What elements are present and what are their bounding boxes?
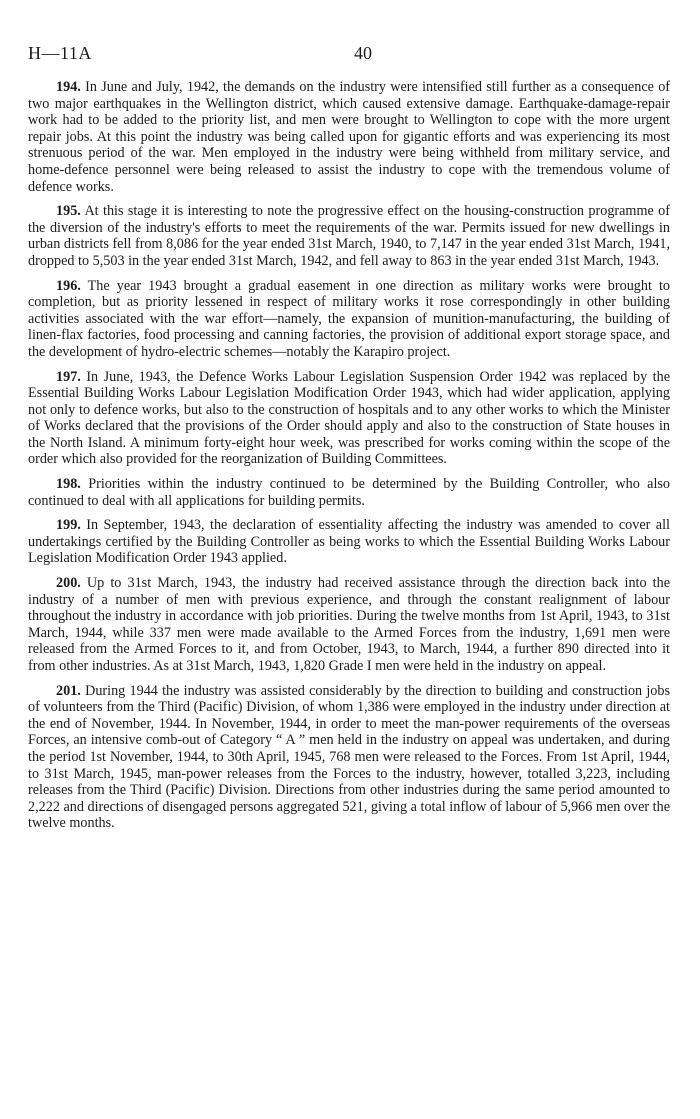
paragraph-number: 196. bbox=[56, 277, 81, 294]
paragraph-200 bbox=[28, 575, 670, 675]
document-reference: H—11A bbox=[28, 43, 92, 63]
paragraph-number: 201. bbox=[56, 682, 81, 699]
paragraph-number: 198. bbox=[56, 476, 81, 493]
paragraph-text: The year 1943 brought a gradual easement in one direction as military works were brought to completion, but as priority lessened in respect of military works it rose correspondingly in other building activities associated with the war effort—namely, the expansion of munition-manufacturing, the building of linen-flax factories, food processing and canning factories, the provision of additional export storage space, and the development of hydro-electric schemes—notably the Karapiro project. bbox=[28, 277, 670, 360]
paragraph-196 bbox=[28, 278, 670, 361]
paragraph-197 bbox=[28, 369, 670, 469]
page-number: 40 bbox=[354, 43, 372, 63]
paragraph-text: Up to 31st March, 1943, the industry had received assistance through the direction back into the industry of a number of men with previous experience, and through the constant realignment of labour throughout the industry in accordance with job priorities. During the twelve months from 1st April, 1943, to 31st March, 1944, while 337 men were made available to the Armed Forces from the industry, 1,691 men were released from the Armed Forces to it, and from October, 1943, to March, 1944, a further 890 directed into it from other industries. As at 31st March, 1943, 1,820 Grade I men were held in the industry on appeal. bbox=[28, 575, 670, 674]
paragraph-number: 197. bbox=[56, 368, 81, 385]
paragraph-text: In June and July, 1942, the demands on the industry were intensified still further as a consequence of two major earthquakes in the Wellington district, which caused extensive damage. Earthquake-damage-repair work had to be added to the priority list, and men were brought to Wellington to cope with the more urgent repair jobs. At this point the industry was being called upon for gigantic efforts and was experiencing its most strenuous period of the war. Men employed in the industry were being withheld from military service, and home-defence personnel were being released to assist the industry to cope with the tremendous volume of defence works. bbox=[28, 79, 671, 195]
paragraph-text: In June, 1943, the Defence Works Labour Legislation Suspension Order 1942 was replaced by the Essential Building Works Labour Legislation Modification Order 1943, which had wider application, applying not only to defence works, but also to the construction of hospitals and to any other works to which the Minister of Works declared that the provisions of the Order should apply and also to the construction of State houses in the North Island. A minimum forty-eight hour week, was prescribed for works coming within the scope of the order which also provided for the reorganization of Building Committees. bbox=[28, 368, 671, 468]
paragraph-199 bbox=[28, 517, 670, 567]
paragraph-number: 199. bbox=[56, 517, 81, 534]
paragraph-number: 195. bbox=[56, 203, 81, 220]
paragraph-194 bbox=[28, 79, 670, 195]
paragraph-text: Priorities within the industry continued to be determined by the Building Controller, who also continued to deal with all applications for building permits. bbox=[28, 476, 670, 509]
paragraph-number: 194. bbox=[56, 79, 81, 95]
paragraph-text: In September, 1943, the declaration of essentiality affecting the industry was amended to cover all undertakings certified by the Building Controller as being works to which the Essential Building Works Labour Legislation Modification Order 1943 applied. bbox=[28, 517, 670, 567]
paragraph-201 bbox=[28, 683, 670, 832]
paragraph-195 bbox=[28, 203, 670, 269]
paragraph-text: At this stage it is interesting to note the progressive effect on the housing-construction programme of the diversion of the industry's efforts to meet the requirements of the war. Permits issued for new dwellings in urban districts fell from 8,086 for the year ended 31st March, 1940, to 7,147 in the year ended 31st March, 1941, dropped to 5,503 in the year ended 31st March, 1942, and fell away to 863 in the year ended 31st March, 1943. bbox=[28, 203, 670, 269]
paragraph-number: 200. bbox=[56, 575, 81, 592]
running-header bbox=[28, 40, 670, 66]
paragraph-text: During 1944 the industry was assisted considerably by the direction to building and construction jobs of volunteers from the Third (Pacific) Division, of whom 1,386 were employed in the industry under direction at the end of November, 1944. In November, 1944, in order to meet the man-power requirements of the overseas Forces, an intensive comb-out of Category “ A ” men held in the industry on appeal was undertaken, and during the period 1st November, 1944, to 30th April, 1945, 768 men were released to the Forces. From 1st April, 1944, to 31st March, 1945, man-power releases from the Forces to the industry, however, totalled 3,223, including releases from the Third (Pacific) Division. Directions from other industries during the same period amounted to 2,222 and directions of disengaged persons aggregated 521, giving a total inflow of labour of 5,966 men over the twelve months. bbox=[28, 682, 671, 832]
document-body bbox=[28, 79, 670, 832]
paragraph-198 bbox=[28, 476, 670, 509]
